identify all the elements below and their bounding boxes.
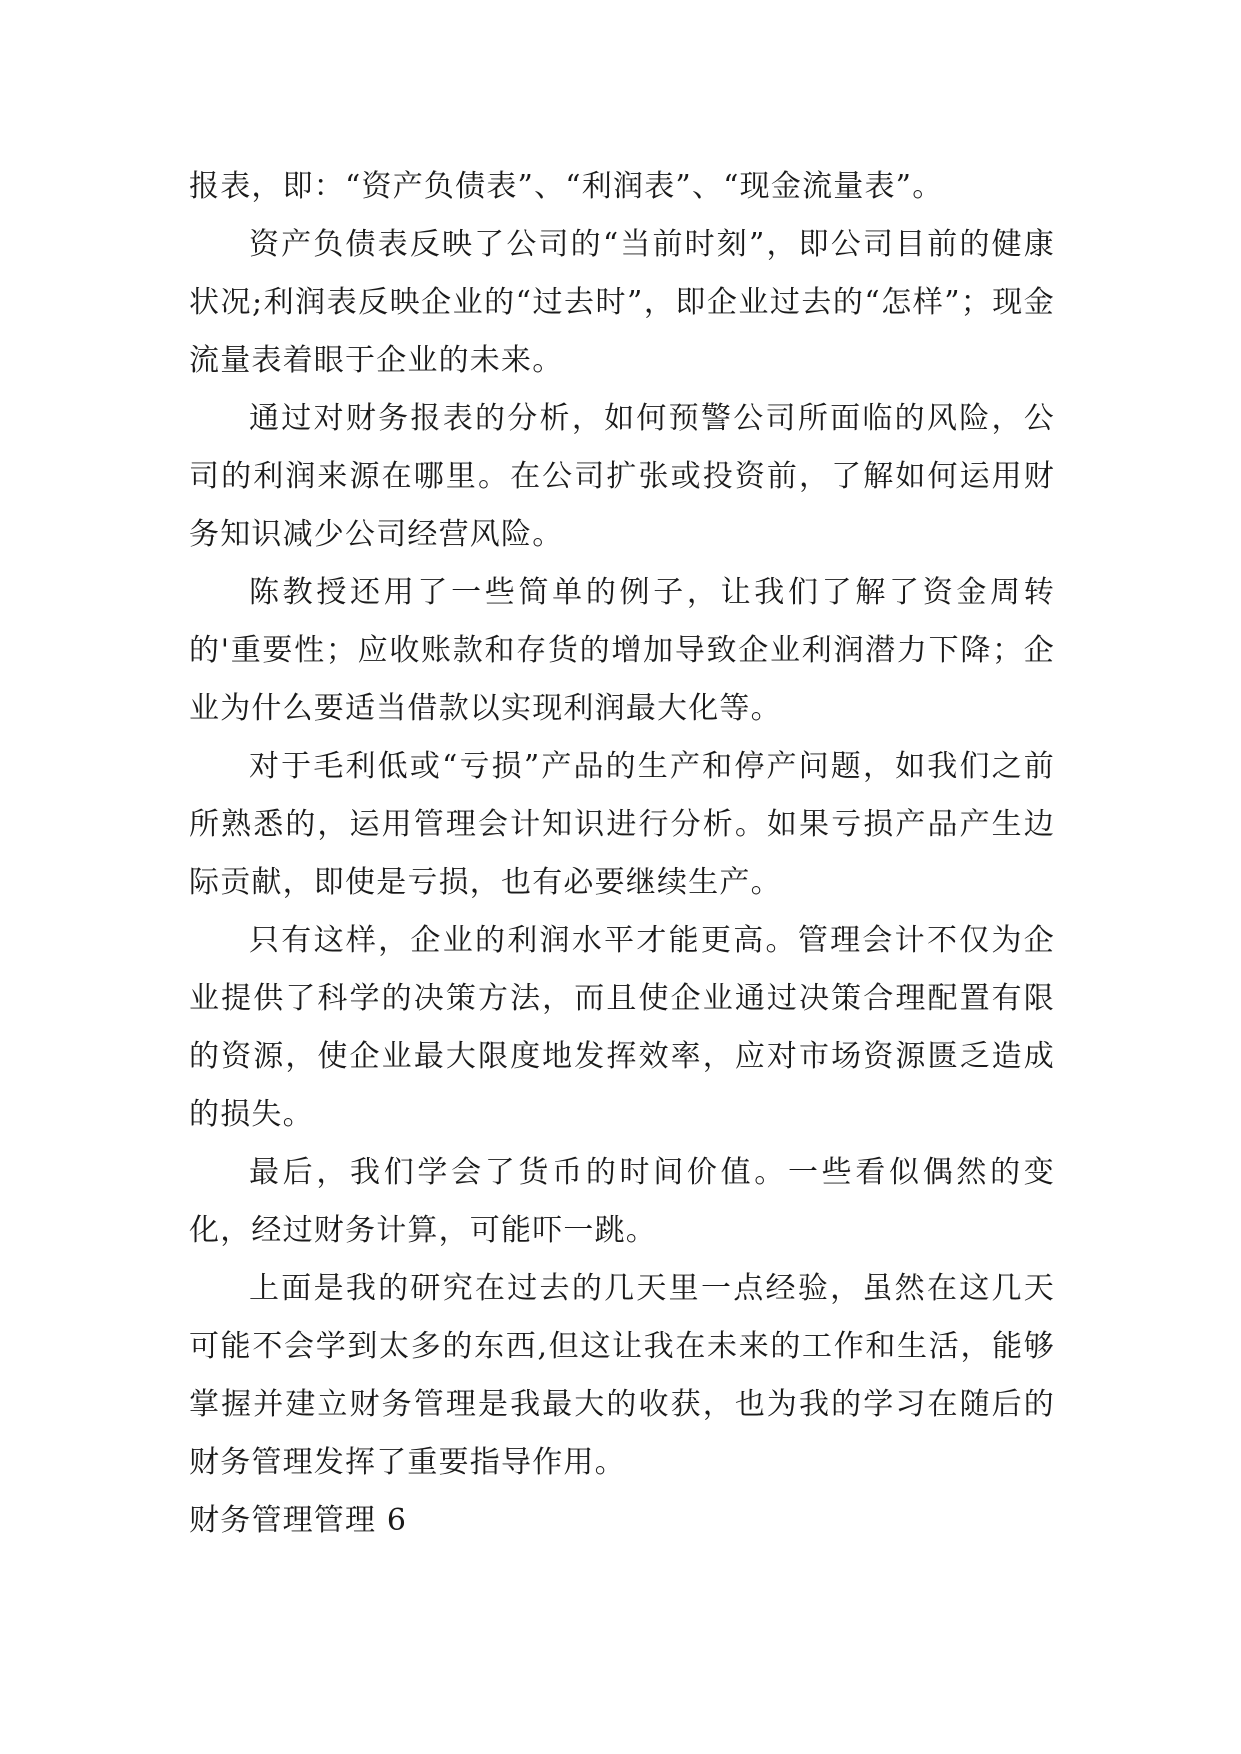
document-body [189,158,1055,1550]
paragraph-2: 资产负债表反映了公司的“当前时刻”，即公司目前的健康状况;利润表反映企业的“过去时”，即企业过去的“怎样”；现金流量表着眼于企业的未来。 [189,227,1055,378]
paragraph-3: 通过对财务报表的分析，如何预警公司所面临的风险，公司的利润来源在哪里。在公司扩张或投资前，了解如何运用财务知识减少公司经营风险。 [189,401,1055,552]
paragraph-4: 陈教授还用了一些简单的例子，让我们了解了资金周转的'重要性；应收账款和存货的增加导致企业利润潜力下降；企业为什么要适当借款以实现利润最大化等。 [189,575,1055,726]
paragraph-1: 报表，即：“资产负债表”、“利润表”、“现金流量表”。 [189,169,944,204]
paragraph-7: 最后，我们学会了货币的时间价值。一些看似偶然的变化，经过财务计算，可能吓一跳。 [189,1155,1055,1248]
section-heading: 财务管理管理 6 [189,1503,408,1538]
paragraph-6: 只有这样，企业的利润水平才能更高。管理会计不仅为企业提供了科学的决策方法，而且使企业通过决策合理配置有限的资源，使企业最大限度地发挥效率，应对市场资源匮乏造成的损失。 [189,923,1055,1132]
paragraph-5: 对于毛利低或“亏损”产品的生产和停产问题，如我们之前所熟悉的，运用管理会计知识进行分析。如果亏损产品产生边际贡献，即使是亏损，也有必要继续生产。 [189,749,1055,900]
paragraph-8: 上面是我的研究在过去的几天里一点经验，虽然在这几天可能不会学到太多的东西,但这让我在未来的工作和生活，能够掌握并建立财务管理是我最大的收获，也为我的学习在随后的财务管理发挥了重要指导作用。 [189,1271,1055,1480]
